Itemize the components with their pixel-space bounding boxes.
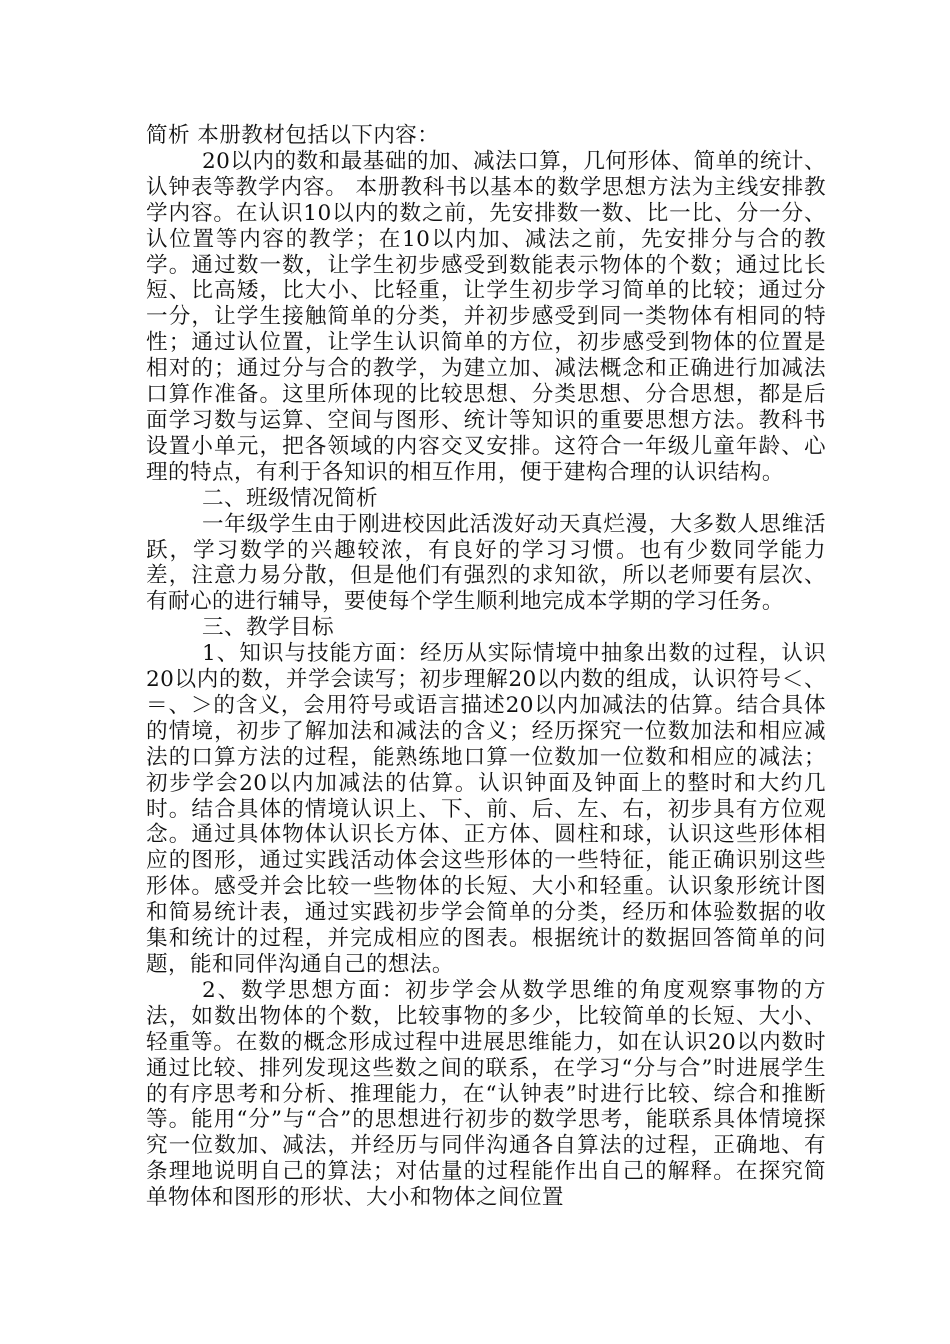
intro-heading: 简析 本册教材包括以下内容： xyxy=(146,123,440,148)
goal-math-thinking-paragraph: 2、数学思想方面：初步学会从数学思维的角度观察事物的方法，如数出物体的个数，比较事物的多少，比较简单的长短、大小、轻重等。在数的概念形成过程中进展思维能力，如在认识20以内数时通过比较、排列发现这些数之间的联系，在学习“分与合”时进展学生的有序思考和分析、推理能力，在“认钟表”时进行比较、综合和推断等。能用“分”与“合”的思想进行初步的数学思考，能联系具体情境探究一位数加、减法，并经历与同伴沟通各自算法的过程，正确地、有条理地说明自己的算法；对估量的过程能作出自己的解释。在探究简单物体和图形的形状、大小和物体之间位置 xyxy=(146,977,826,1211)
content-overview-paragraph: 20以内的数和最基础的加、减法口算，几何形体、简单的统计、认钟表等教学内容。 本册教科书以基本的数学思想方法为主线安排教学内容。在认识10以内的数之前，先安排数一数、比一比、分一分、认位置等内容的教学；在10以内加、减法之前，先安排分与合的教学。通过数一数，让学生初步感受到数能表示物体的个数；通过比长短、比高矮，比大小、比轻重，让学生初步学习简单的比较；通过分一分，让学生接触简单的分类，并初步感受到同一类物体有相同的特性；通过认位置，让学生认识简单的方位，初步感受到物体的位置是相对的；通过分与合的教学，为建立加、减法概念和正确进行加减法口算作准备。这里所体现的比较思想、分类思想、分合思想，都是后面学习数与运算、空间与图形、统计等知识的重要思想方法。教科书设置小单元，把各领域的内容交叉安排。这符合一年级儿童年龄、心理的特点，有利于各知识的相互作用，便于建构合理的认识结构。 xyxy=(146,148,826,485)
class-situation-paragraph: 一年级学生由于刚进校因此活泼好动天真烂漫，大多数人思维活跃，学习数学的兴趣较浓，有良好的学习习惯。也有少数同学能力差，注意力易分散，但是他们有强烈的求知欲，所以老师要有层次、有耐心的进行辅导，要使每个学生顺利地完成本学期的学习任务。 xyxy=(146,511,826,615)
document-body xyxy=(146,123,826,1211)
section-heading-class-situation: 二、班级情况简析 xyxy=(202,485,378,511)
goal-knowledge-skills-paragraph: 1、知识与技能方面：经历从实际情境中抽象出数的过程，认识20以内的数，并学会读写；初步理解20以内数的组成，认识符号＜、＝、＞的含义，会用符号或语言描述20以内加减法的估算。结合具体的情境，初步了解加法和减法的含义；经历探究一位数加法和相应减法的口算方法的过程，能熟练地口算一位数加一位数和相应的减法；初步学会20以内加减法的估算。认识钟面及钟面上的整时和大约几时。结合具体的情境认识上、下、前、后、左、右，初步具有方位观念。通过具体物体认识长方体、正方体、圆柱和球，认识这些形体相应的图形，通过实践活动体会这些形体的一些特征，能正确识别这些形体。感受并会比较一些物体的长短、大小和轻重。认识象形统计图和简易统计表，通过实践初步学会简单的分类，经历和体验数据的收集和统计的过程，并完成相应的图表。根据统计的数据回答简单的问题，能和同伴沟通自己的想法。 xyxy=(146,641,826,977)
section-heading-teaching-goals: 三、教学目标 xyxy=(202,615,334,641)
